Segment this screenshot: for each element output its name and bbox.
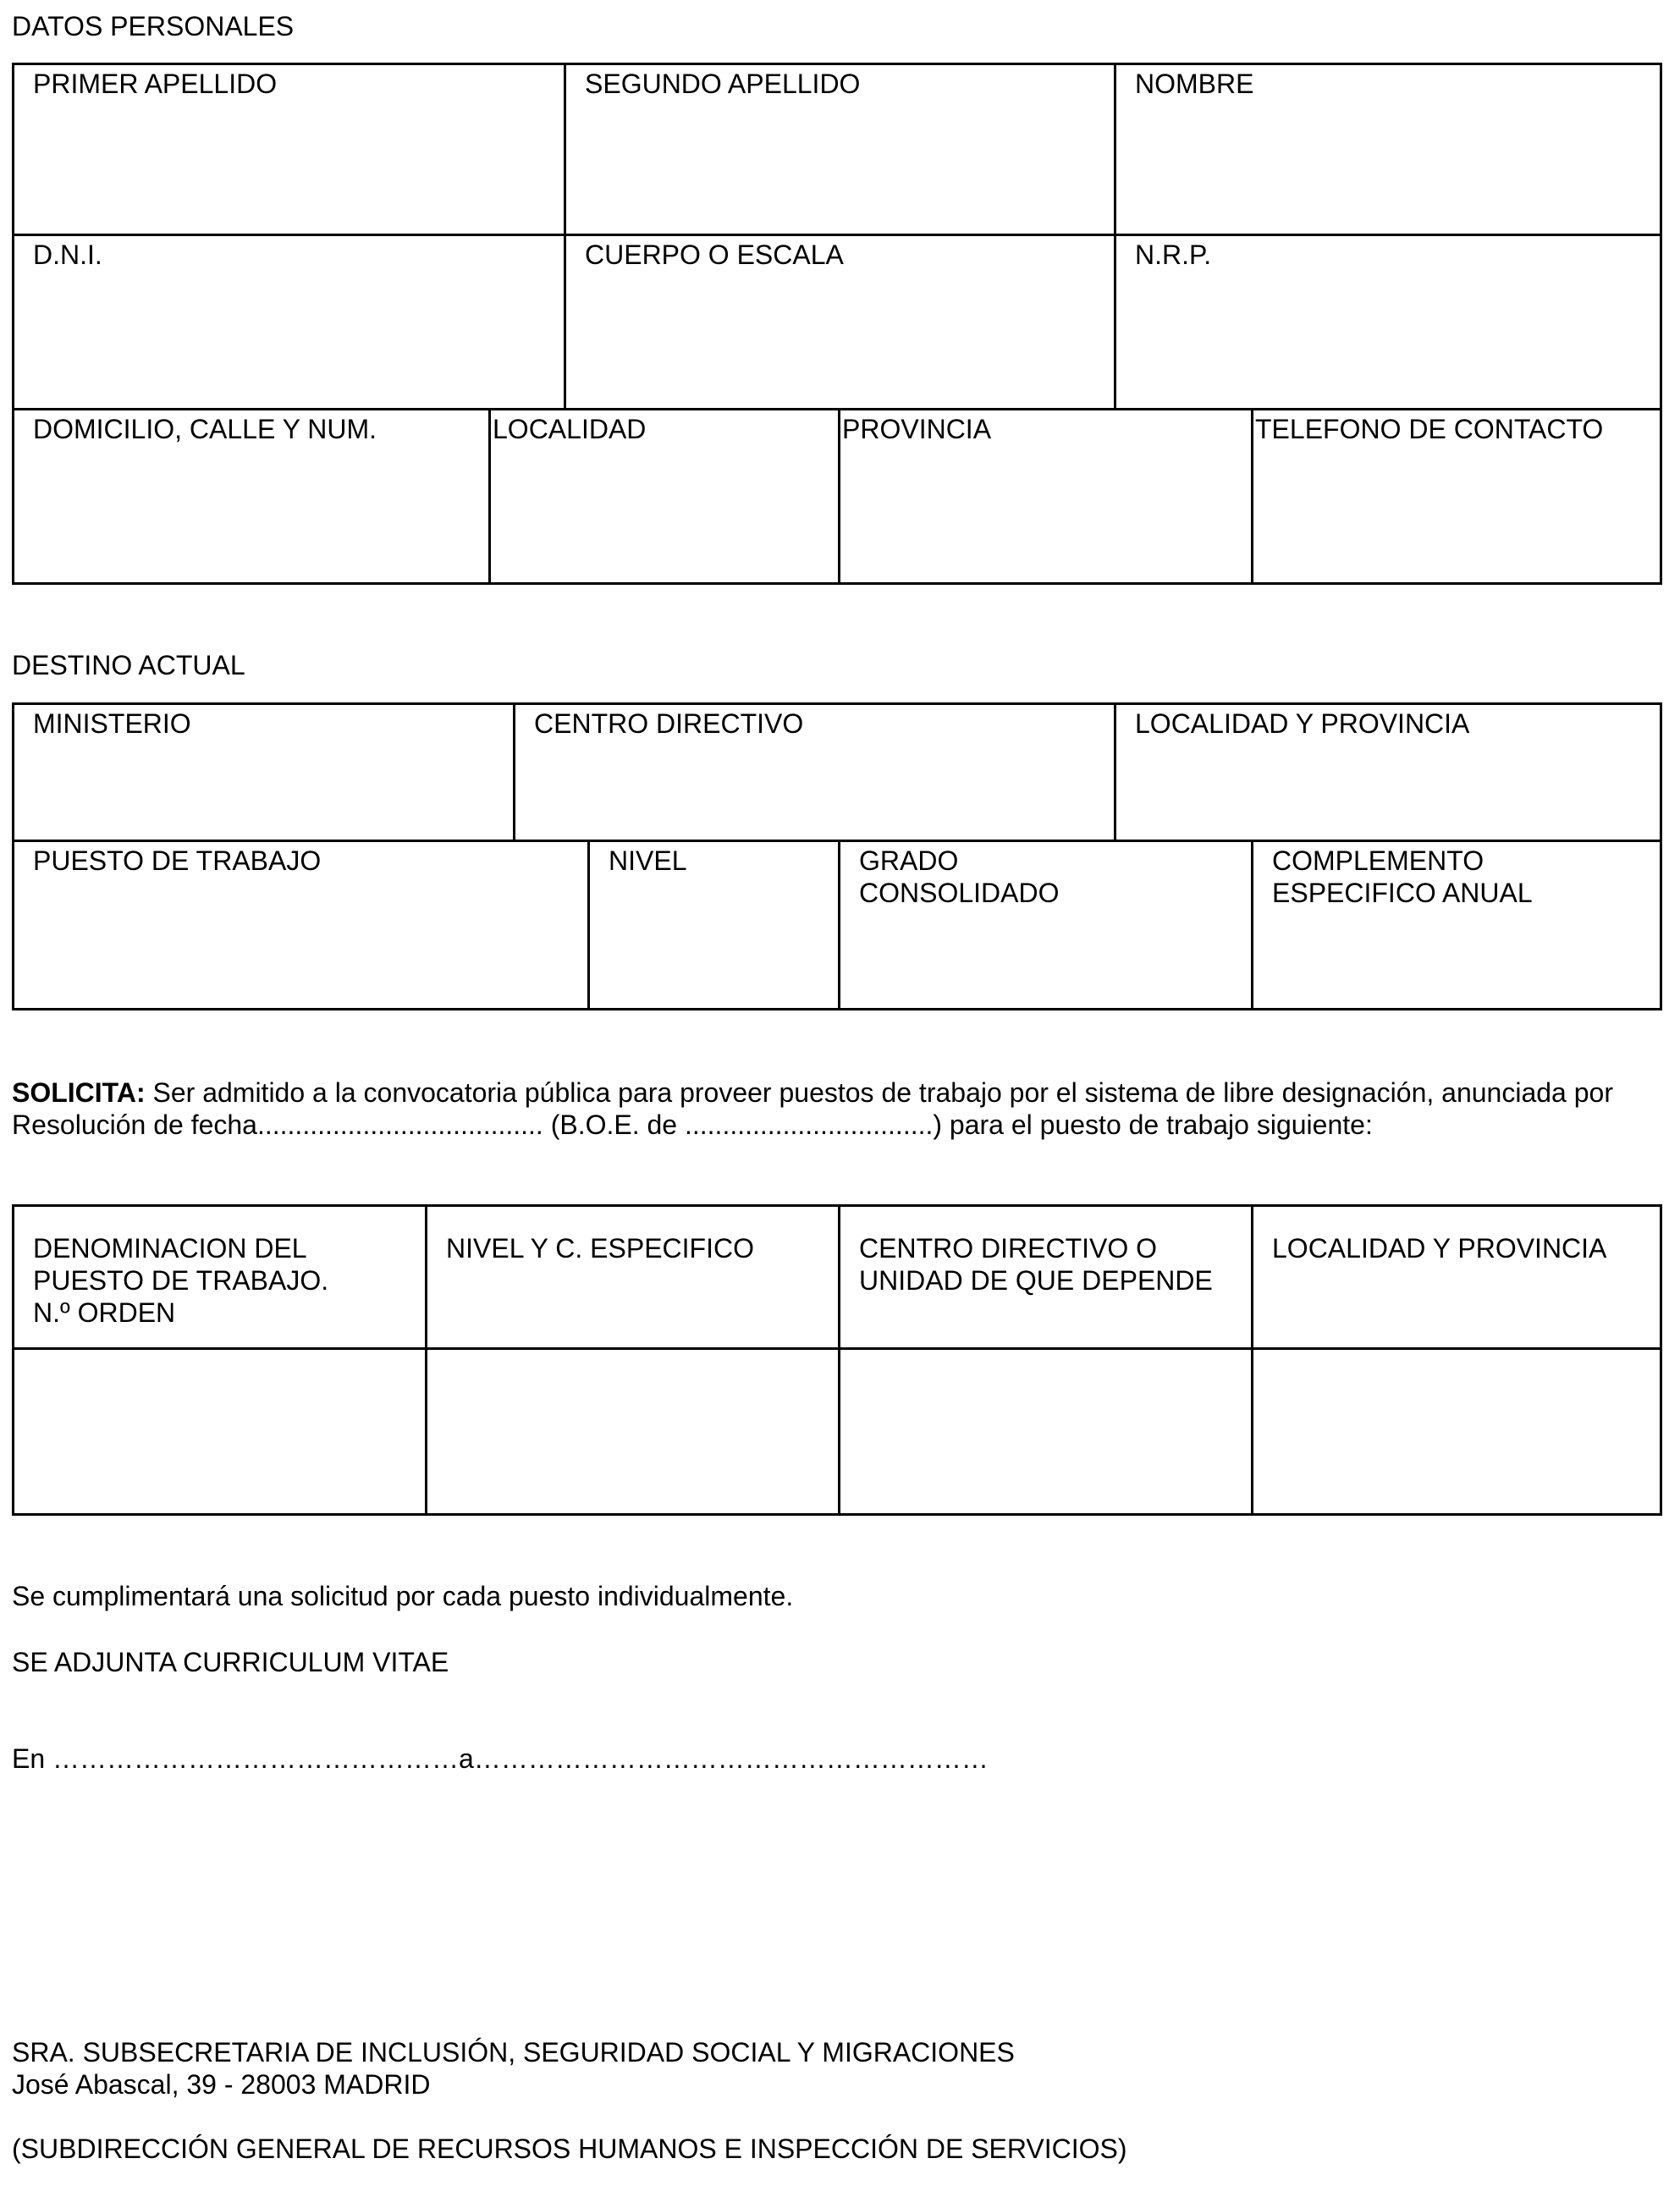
puesto-localidad-provincia-label: LOCALIDAD Y PROVINCIA (1272, 1233, 1607, 1264)
centro-directivo-label: CENTRO DIRECTIVO (534, 708, 804, 739)
centro-unidad-input-cell[interactable] (840, 1350, 1253, 1513)
domicilio-field[interactable] (14, 410, 491, 582)
provincia-field[interactable] (840, 410, 1253, 582)
localidad-field[interactable] (491, 410, 840, 582)
curriculum-note: SE ADJUNTA CURRICULUM VITAE (12, 1647, 449, 1677)
centro-unidad-header (840, 1207, 1253, 1350)
nrp-field[interactable] (1116, 236, 1660, 410)
puesto-trabajo-label: PUESTO DE TRABAJO (33, 845, 322, 876)
denominacion-label: DENOMINACION DEL PUESTO DE TRABAJO. N.º ORDEN (33, 1233, 329, 1328)
address-line-1: SRA. SUBSECRETARIA DE INCLUSIÓN, SEGURIDAD SOCIAL Y MIGRACIONES (12, 2037, 1015, 2068)
destino-localidad-provincia-label: LOCALIDAD Y PROVINCIA (1135, 708, 1470, 739)
dni-label: D.N.I. (33, 240, 102, 270)
ministerio-label: MINISTERIO (33, 708, 191, 739)
datos-personales-table (12, 63, 1662, 585)
solicita-label: SOLICITA: (12, 1077, 146, 1108)
complemento-especifico-label: COMPLEMENTO ESPECIFICO ANUAL (1272, 845, 1533, 908)
segundo-apellido-label: SEGUNDO APELLIDO (585, 69, 861, 99)
cuerpo-escala-field[interactable] (566, 236, 1116, 410)
denominacion-header (14, 1207, 427, 1350)
primer-apellido-field[interactable] (14, 65, 566, 236)
address-line-3: (SUBDIRECCIÓN GENERAL DE RECURSOS HUMANOS E INSPECCIÓN DE SERVICIOS) (12, 2134, 1127, 2164)
nivel-especifico-input-cell[interactable] (427, 1350, 840, 1513)
primer-apellido-label: PRIMER APELLIDO (33, 69, 278, 99)
puesto-trabajo-field[interactable] (14, 842, 590, 1008)
nivel-especifico-label: NIVEL Y C. ESPECIFICO (446, 1233, 754, 1264)
dni-field[interactable] (14, 236, 566, 410)
destino-actual-table (12, 702, 1662, 1010)
domicilio-label: DOMICILIO, CALLE Y NUM. (33, 414, 377, 444)
telefono-field[interactable] (1253, 410, 1660, 582)
puesto-localidad-provincia-input-cell[interactable] (1253, 1350, 1660, 1513)
provincia-label: PROVINCIA (842, 414, 992, 444)
puesto-solicitado-table (12, 1204, 1662, 1516)
address-line-2: José Abascal, 39 - 28003 MADRID (12, 2069, 431, 2100)
denominacion-input-cell[interactable] (14, 1350, 427, 1513)
puesto-localidad-provincia-header (1253, 1207, 1660, 1350)
nombre-field[interactable] (1116, 65, 1660, 236)
solicita-line2: Resolución de fecha...................................... (B.O.E. de .................................) para el puesto de trabajo siguiente: (12, 1110, 1373, 1140)
nivel-label: NIVEL (609, 845, 687, 876)
section-title-datos-personales: DATOS PERSONALES (12, 11, 295, 41)
grado-consolidado-field[interactable] (840, 842, 1253, 1008)
centro-unidad-label: CENTRO DIRECTIVO O UNIDAD DE QUE DEPENDE (859, 1233, 1213, 1296)
localidad-label: LOCALIDAD (493, 414, 647, 444)
grado-consolidado-label: GRADO CONSOLIDADO (859, 845, 1060, 908)
nombre-label: NOMBRE (1135, 69, 1254, 99)
solicita-paragraph (12, 1076, 1675, 1141)
telefono-label: TELEFONO DE CONTACTO (1255, 414, 1604, 444)
ministerio-field[interactable] (14, 705, 515, 842)
nivel-field[interactable] (590, 842, 840, 1008)
nivel-especifico-header (427, 1207, 840, 1350)
nrp-label: N.R.P. (1135, 240, 1212, 270)
cuerpo-escala-label: CUERPO O ESCALA (585, 240, 844, 270)
section-title-destino-actual: DESTINO ACTUAL (12, 650, 245, 680)
destino-localidad-provincia-field[interactable] (1116, 705, 1660, 842)
solicita-line1: Ser admitido a la convocatoria pública para proveer puestos de trabajo por el sistema de libre designación, anunciada por (145, 1077, 1613, 1108)
centro-directivo-field[interactable] (515, 705, 1116, 842)
una-solicitud-note: Se cumplimentará una solicitud por cada puesto individualmente. (12, 1581, 794, 1611)
lugar-fecha-line: En ………………………………………a………………………………………………… (12, 1743, 989, 1774)
complemento-especifico-field[interactable] (1253, 842, 1660, 1008)
segundo-apellido-field[interactable] (566, 65, 1116, 236)
